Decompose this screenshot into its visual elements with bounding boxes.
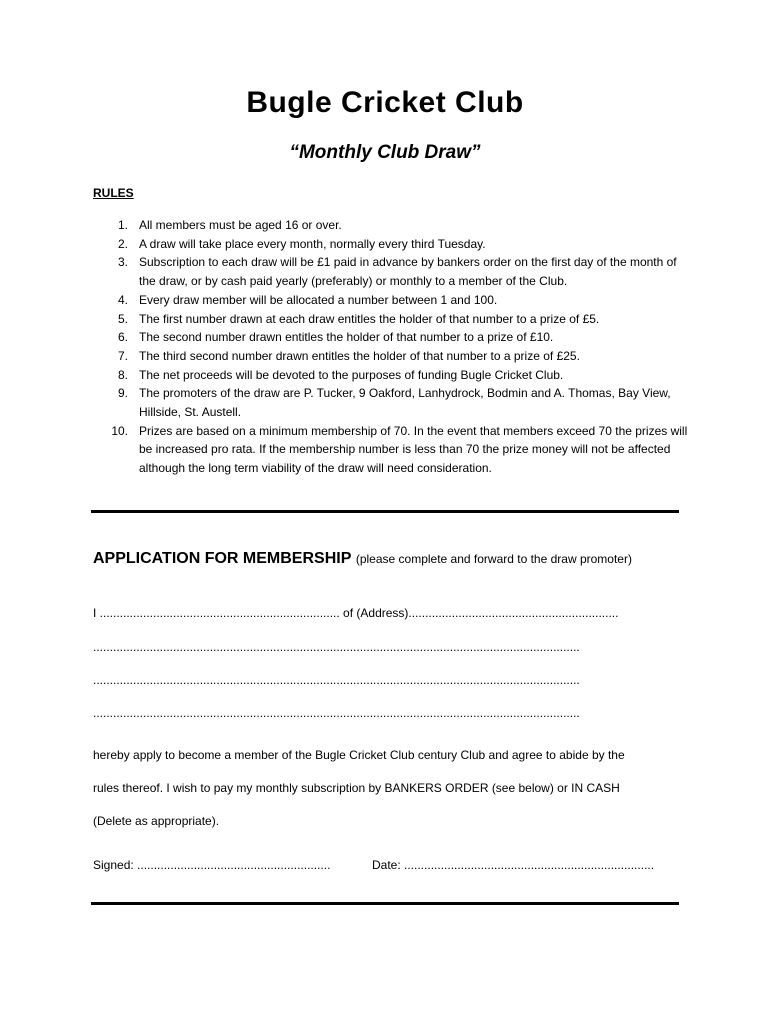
rule-number: 3. (117, 255, 128, 270)
rule-text: Prizes are based on a minimum membership of 70. In the event that members exceed 70 the prizes will be increased pro rata. If the membership number is less than 70 the prize money will not be affected although the long term viability of the draw will need consideration. (139, 423, 688, 476)
rule-text: The first number drawn at each draw entitles the holder of that number to a prize of £5. (139, 311, 600, 326)
rule-item (92, 384, 692, 421)
rule-item (92, 216, 692, 235)
application-heading (93, 548, 683, 570)
application-title: APPLICATION FOR MEMBERSHIP (93, 550, 352, 567)
rules-list (92, 216, 692, 478)
rule-number: 7. (117, 348, 128, 363)
rule-number: 4. (117, 292, 128, 307)
address-field-line-1[interactable]: .................................................................................................................................................. (93, 640, 580, 654)
rule-item (92, 366, 692, 385)
address-field-line-3[interactable]: .................................................................................................................................................. (93, 706, 580, 720)
rule-item (92, 253, 692, 290)
rule-item (92, 291, 692, 310)
rule-number: 1. (117, 218, 128, 232)
date-field[interactable]: Date: ........................................................................... (372, 858, 655, 872)
rule-number: 9. (117, 386, 128, 401)
declaration-line-2: rules thereof. I wish to pay my monthly subscription by BANKERS ORDER (see below) or IN CASH (93, 781, 620, 795)
bottom-divider (91, 902, 679, 905)
rule-item (92, 328, 692, 347)
rule-item (92, 347, 692, 366)
rule-text: The promoters of the draw are P. Tucker, 9 Oakford, Lanhydrock, Bodmin and A. Thomas, Bay View, Hillside, St. Austell. (139, 386, 671, 420)
address-field-line-2[interactable]: .................................................................................................................................................. (93, 673, 580, 687)
declaration-line-3: (Delete as appropriate). (93, 814, 220, 828)
application-note: (please complete and forward to the draw promoter) (355, 552, 632, 566)
rules-heading: RULES (93, 186, 134, 200)
rule-text: All members must be aged 16 or over. (139, 218, 342, 232)
club-title: Bugle Cricket Club (246, 86, 524, 119)
rule-text: Subscription to each draw will be £1 paid in advance by bankers order on the first day of the month of the draw, or by cash paid yearly (preferably) or monthly to a member of the Club. (139, 255, 677, 289)
name-address-field[interactable]: I ........................................................................ of (Address)............................................................... (93, 606, 619, 620)
rule-item (92, 422, 692, 478)
rule-text: The third second number drawn entitles the holder of that number to a prize of £25. (139, 348, 580, 363)
signature-field[interactable]: Signed: .......................................................... (93, 858, 331, 872)
declaration-line-1: hereby apply to become a member of the Bugle Cricket Club century Club and agree to abide by the (93, 748, 625, 762)
rule-number: 2. (117, 236, 128, 251)
draw-subtitle: “Monthly Club Draw” (289, 142, 481, 163)
rule-number: 5. (117, 311, 128, 326)
rule-number: 6. (117, 330, 128, 345)
rule-text: A draw will take place every month, normally every third Tuesday. (139, 236, 486, 251)
rule-text: The second number drawn entitles the holder of that number to a prize of £10. (139, 330, 554, 345)
rule-text: Every draw member will be allocated a number between 1 and 100. (139, 292, 498, 307)
rule-number: 10. (111, 423, 128, 438)
rule-item (92, 310, 692, 329)
section-divider (91, 510, 679, 513)
rule-item (92, 235, 692, 254)
rule-number: 8. (117, 367, 128, 382)
rule-text: The net proceeds will be devoted to the purposes of funding Bugle Cricket Club. (139, 367, 564, 382)
